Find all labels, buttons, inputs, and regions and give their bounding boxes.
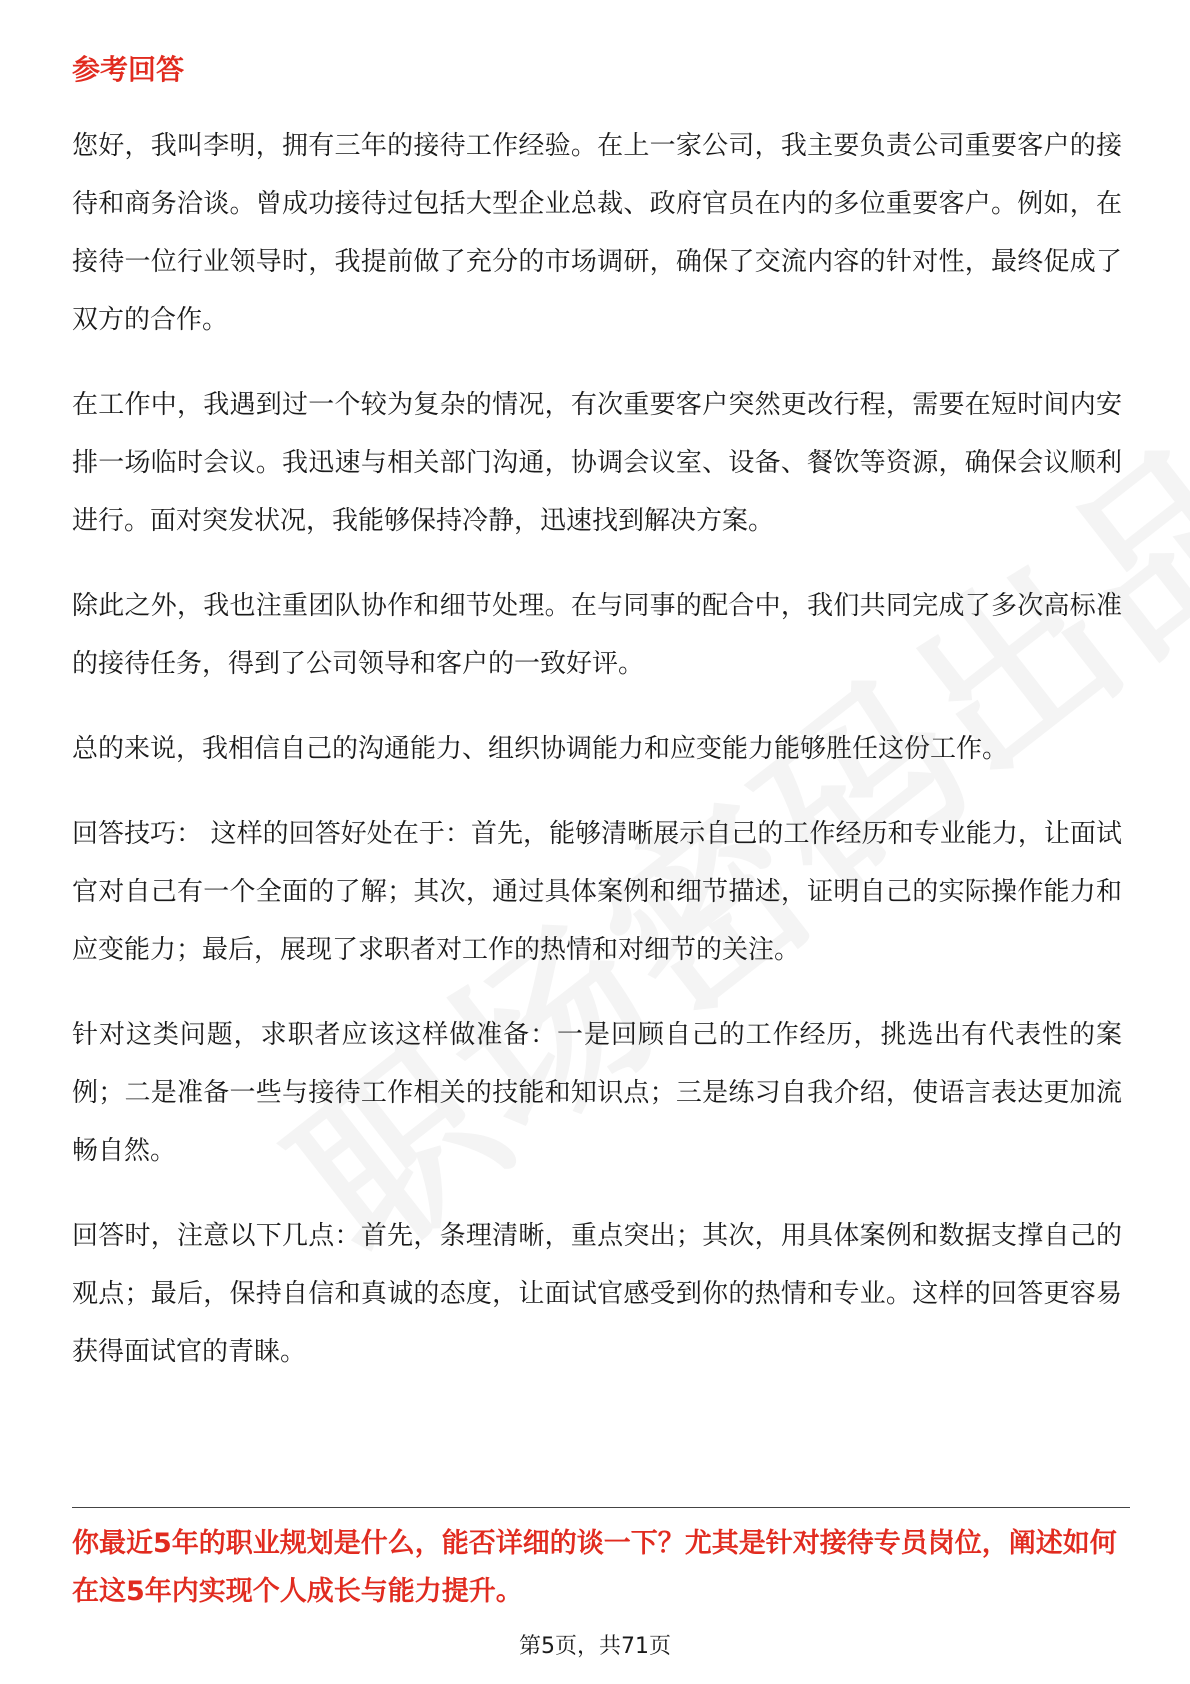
section-title: 参考回答 xyxy=(72,53,185,86)
answer-paragraph: 回答时，注意以下几点：首先，条理清晰，重点突出；其次，用具体案例和数据支撑自己的观点；最后，保持自信和真诚的态度，让面试官感受到你的热情和专业。这样的回答更容易获得面试官的青睐。 xyxy=(72,1221,1122,1367)
answer-paragraph: 针对这类问题，求职者应该这样做准备：一是回顾自己的工作经历，挑选出有代表性的案例；二是准备一些与接待工作相关的技能和知识点；三是练习自我介绍，使语言表达更加流畅自然。 xyxy=(72,1020,1122,1166)
answer-body xyxy=(72,117,1122,1408)
next-question: 你最近5年的职业规划是什么，能否详细的谈一下？尤其是针对接待专员岗位，阐述如何在这5年内实现个人成长与能力提升。 xyxy=(72,1528,1117,1607)
answer-paragraph: 除此之外，我也注重团队协作和细节处理。在与同事的配合中，我们共同完成了多次高标准的接待任务，得到了公司领导和客户的一致好评。 xyxy=(72,591,1122,679)
page-number: 第5页，共71页 xyxy=(519,1634,671,1659)
answer-paragraph: 总的来说，我相信自己的沟通能力、组织协调能力和应变能力能够胜任这份工作。 xyxy=(72,734,1009,764)
answer-tips-paragraph: 回答技巧： 这样的回答好处在于：首先，能够清晰展示自己的工作经历和专业能力，让面试官对自己有一个全面的了解；其次，通过具体案例和细节描述，证明自己的实际操作能力和应变能力；最后，展现了求职者对工作的热情和对细节的关注。 xyxy=(72,819,1122,965)
divider xyxy=(72,1507,1130,1508)
answer-paragraph: 您好，我叫李明，拥有三年的接待工作经验。在上一家公司，我主要负责公司重要客户的接待和商务洽谈。曾成功接待过包括大型企业总裁、政府官员在内的多位重要客户。例如，在接待一位行业领导时，我提前做了充分的市场调研，确保了交流内容的针对性，最终促成了双方的合作。 xyxy=(72,131,1122,335)
answer-paragraph: 在工作中，我遇到过一个较为复杂的情况，有次重要客户突然更改行程，需要在短时间内安排一场临时会议。我迅速与相关部门沟通，协调会议室、设备、餐饮等资源，确保会议顺利进行。面对突发状况，我能够保持冷静，迅速找到解决方案。 xyxy=(72,390,1122,536)
